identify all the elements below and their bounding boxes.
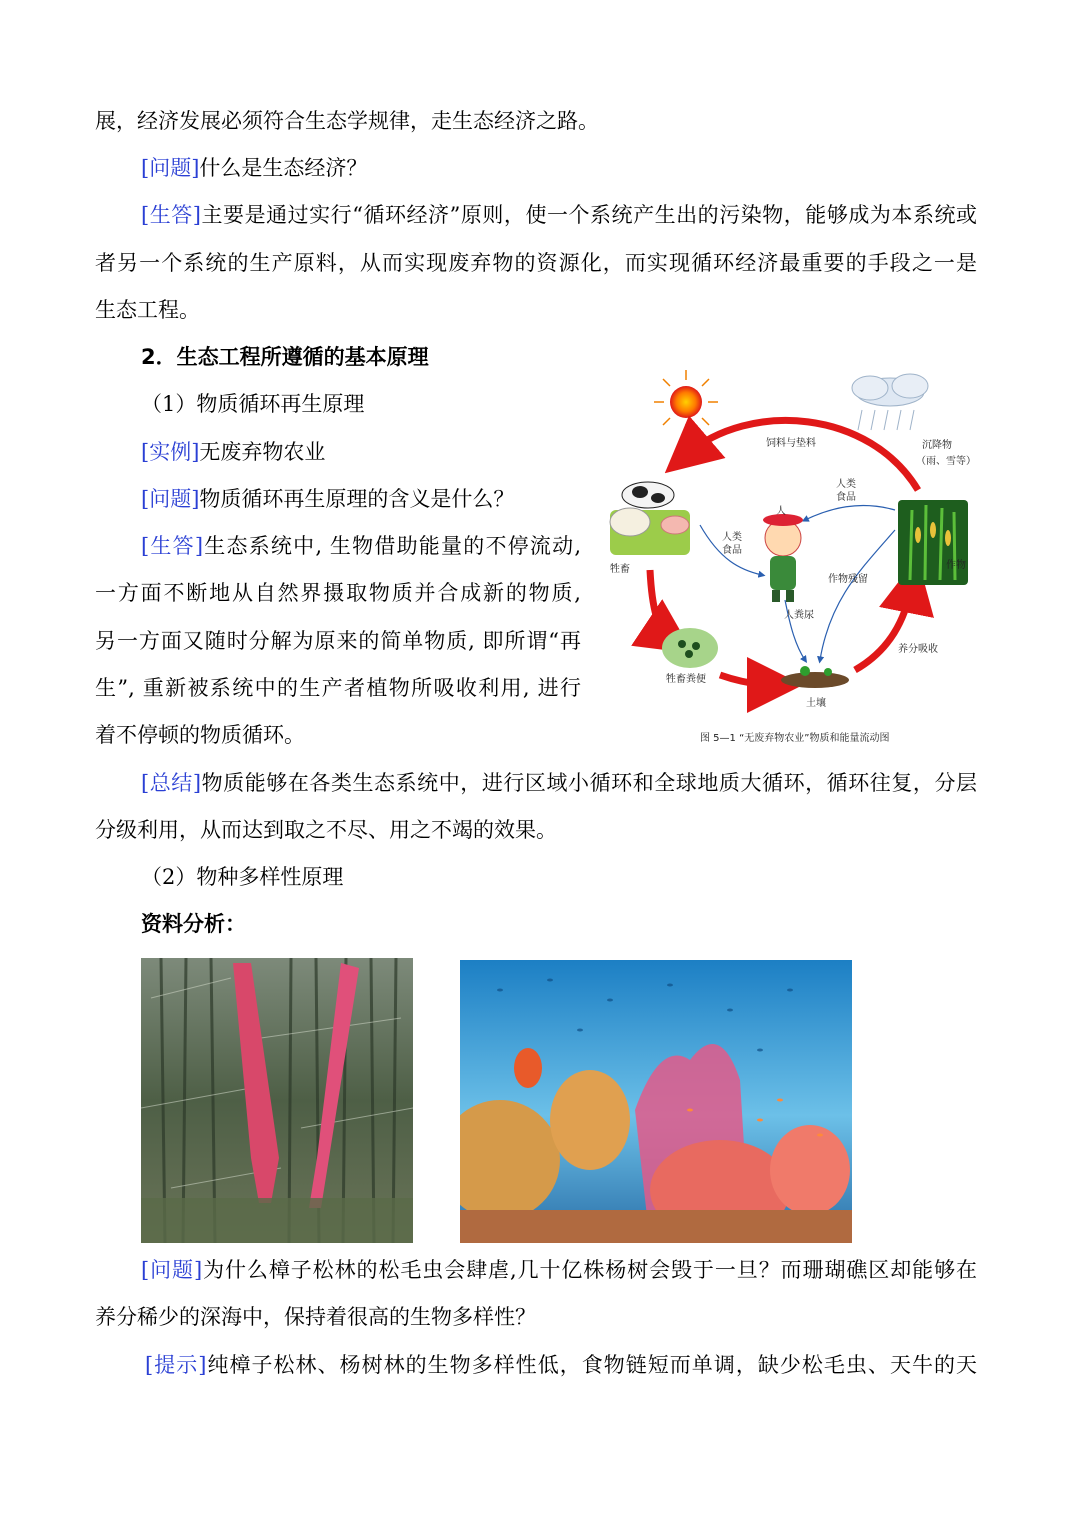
question-line bbox=[141, 484, 514, 514]
label-nutrient-uptake: 养分吸收 bbox=[898, 644, 938, 655]
manure-icon bbox=[662, 628, 718, 668]
answer-tag: [生答] bbox=[141, 203, 201, 227]
text-line: 展，经济发展必须符合生态学规律，走生态经济之路。 bbox=[95, 109, 599, 133]
label-livestock-manure: 牲畜粪便 bbox=[666, 674, 706, 685]
forest-photo bbox=[141, 958, 413, 1243]
label-precipitation: 沉降物 bbox=[922, 440, 952, 451]
diagram-caption: 图 5—1 “无废弃物农业”物质和能量流动图 bbox=[700, 733, 890, 744]
soil-icon bbox=[781, 666, 849, 688]
answer-text: 生态系统中, 生物借助能量的不停流动, bbox=[203, 534, 581, 558]
material-cycle-diagram bbox=[600, 360, 980, 750]
question-tag: [问题] bbox=[141, 156, 200, 180]
cloud-rain-icon bbox=[852, 374, 928, 430]
summary-text: 物质能够在各类生态系统中，进行区域小循环和全球地质大循环，循环往复，分层 bbox=[201, 771, 978, 795]
question-tag: [问题] bbox=[141, 1258, 203, 1282]
label-crop-residue: 作物残留 bbox=[828, 574, 868, 585]
summary-line bbox=[141, 768, 977, 798]
question-line bbox=[141, 153, 367, 183]
label-livestock: 牲畜 bbox=[610, 564, 630, 575]
text-line: 者另一个系统的生产原料，从而实现废弃物的资源化，而实现循环经济最重要的手段之一是 bbox=[95, 251, 977, 275]
label-human-food-top2: 食品 bbox=[836, 492, 856, 503]
answer-text: 主要是通过实行“循环经济”原则，使一个系统产生出的污染物，能够成为本系统或 bbox=[200, 203, 978, 227]
coral-reef-photo bbox=[460, 960, 852, 1243]
subsection-heading: （1）物质循环再生原理 bbox=[141, 392, 365, 416]
subsection-heading: （2）物种多样性原理 bbox=[141, 865, 344, 889]
livestock-icon bbox=[610, 482, 690, 555]
sun-icon bbox=[654, 370, 718, 434]
hint-tag: [提示] bbox=[145, 1353, 207, 1377]
material-heading: 资料分析： bbox=[141, 912, 246, 936]
text-line: 一方面不断地从自然界摄取物质并合成新的物质, bbox=[95, 581, 581, 605]
section-heading: 2．生态工程所遵循的基本原理 bbox=[141, 345, 429, 369]
question-tag: [问题] bbox=[141, 487, 200, 511]
example-text: 无废弃物农业 bbox=[199, 440, 326, 464]
crops-icon bbox=[898, 500, 968, 585]
example-line bbox=[141, 437, 325, 467]
text-line: 养分稀少的深海中，保持着很高的生物多样性？ bbox=[95, 1305, 536, 1329]
hint-text: 纯樟子松林、杨树林的生物多样性低，食物链短而单调，缺少松毛虫、天牛的天 bbox=[206, 1353, 977, 1377]
text-line: 着不停顿的物质循环。 bbox=[95, 723, 305, 747]
answer-line bbox=[141, 200, 977, 230]
label-human-food-left2: 食品 bbox=[722, 545, 742, 556]
question-line bbox=[141, 1255, 977, 1285]
question-text: 物质循环再生原理的含义是什么？ bbox=[199, 487, 515, 511]
text-line: 另一方面又随时分解为原来的简单物质, 即所谓“再 bbox=[95, 629, 581, 653]
answer-line bbox=[141, 531, 581, 561]
example-tag: [实例] bbox=[141, 440, 200, 464]
question-text: 什么是生态经济？ bbox=[199, 156, 368, 180]
label-soil: 土壤 bbox=[806, 698, 826, 709]
label-human-food-left: 人类 bbox=[722, 532, 742, 543]
text-line: 分级利用，从而达到取之不尽、用之不竭的效果。 bbox=[95, 818, 557, 842]
label-precipitation-sub: （雨、雪等） bbox=[916, 456, 976, 467]
label-human-waste: 人粪尿 bbox=[784, 610, 814, 621]
text-line: 生态工程。 bbox=[95, 298, 200, 322]
label-crops: 作物 bbox=[946, 560, 966, 571]
question-text: 为什么樟子松林的松毛虫会肆虐,几十亿株杨树会毁于一旦？而珊瑚礁区却能够在 bbox=[202, 1258, 977, 1282]
farmer-icon bbox=[763, 514, 803, 602]
answer-tag: [生答] bbox=[141, 534, 204, 558]
summary-tag: [总结] bbox=[141, 771, 202, 795]
label-human: 人 bbox=[776, 506, 786, 517]
text-line: 生”, 重新被系统中的生产者植物所吸收利用, 进行 bbox=[95, 676, 581, 700]
hint-line bbox=[145, 1350, 977, 1380]
label-feed-fertilizer: 饲料与垫料 bbox=[766, 438, 816, 449]
label-human-food-top: 人类 bbox=[836, 479, 856, 490]
